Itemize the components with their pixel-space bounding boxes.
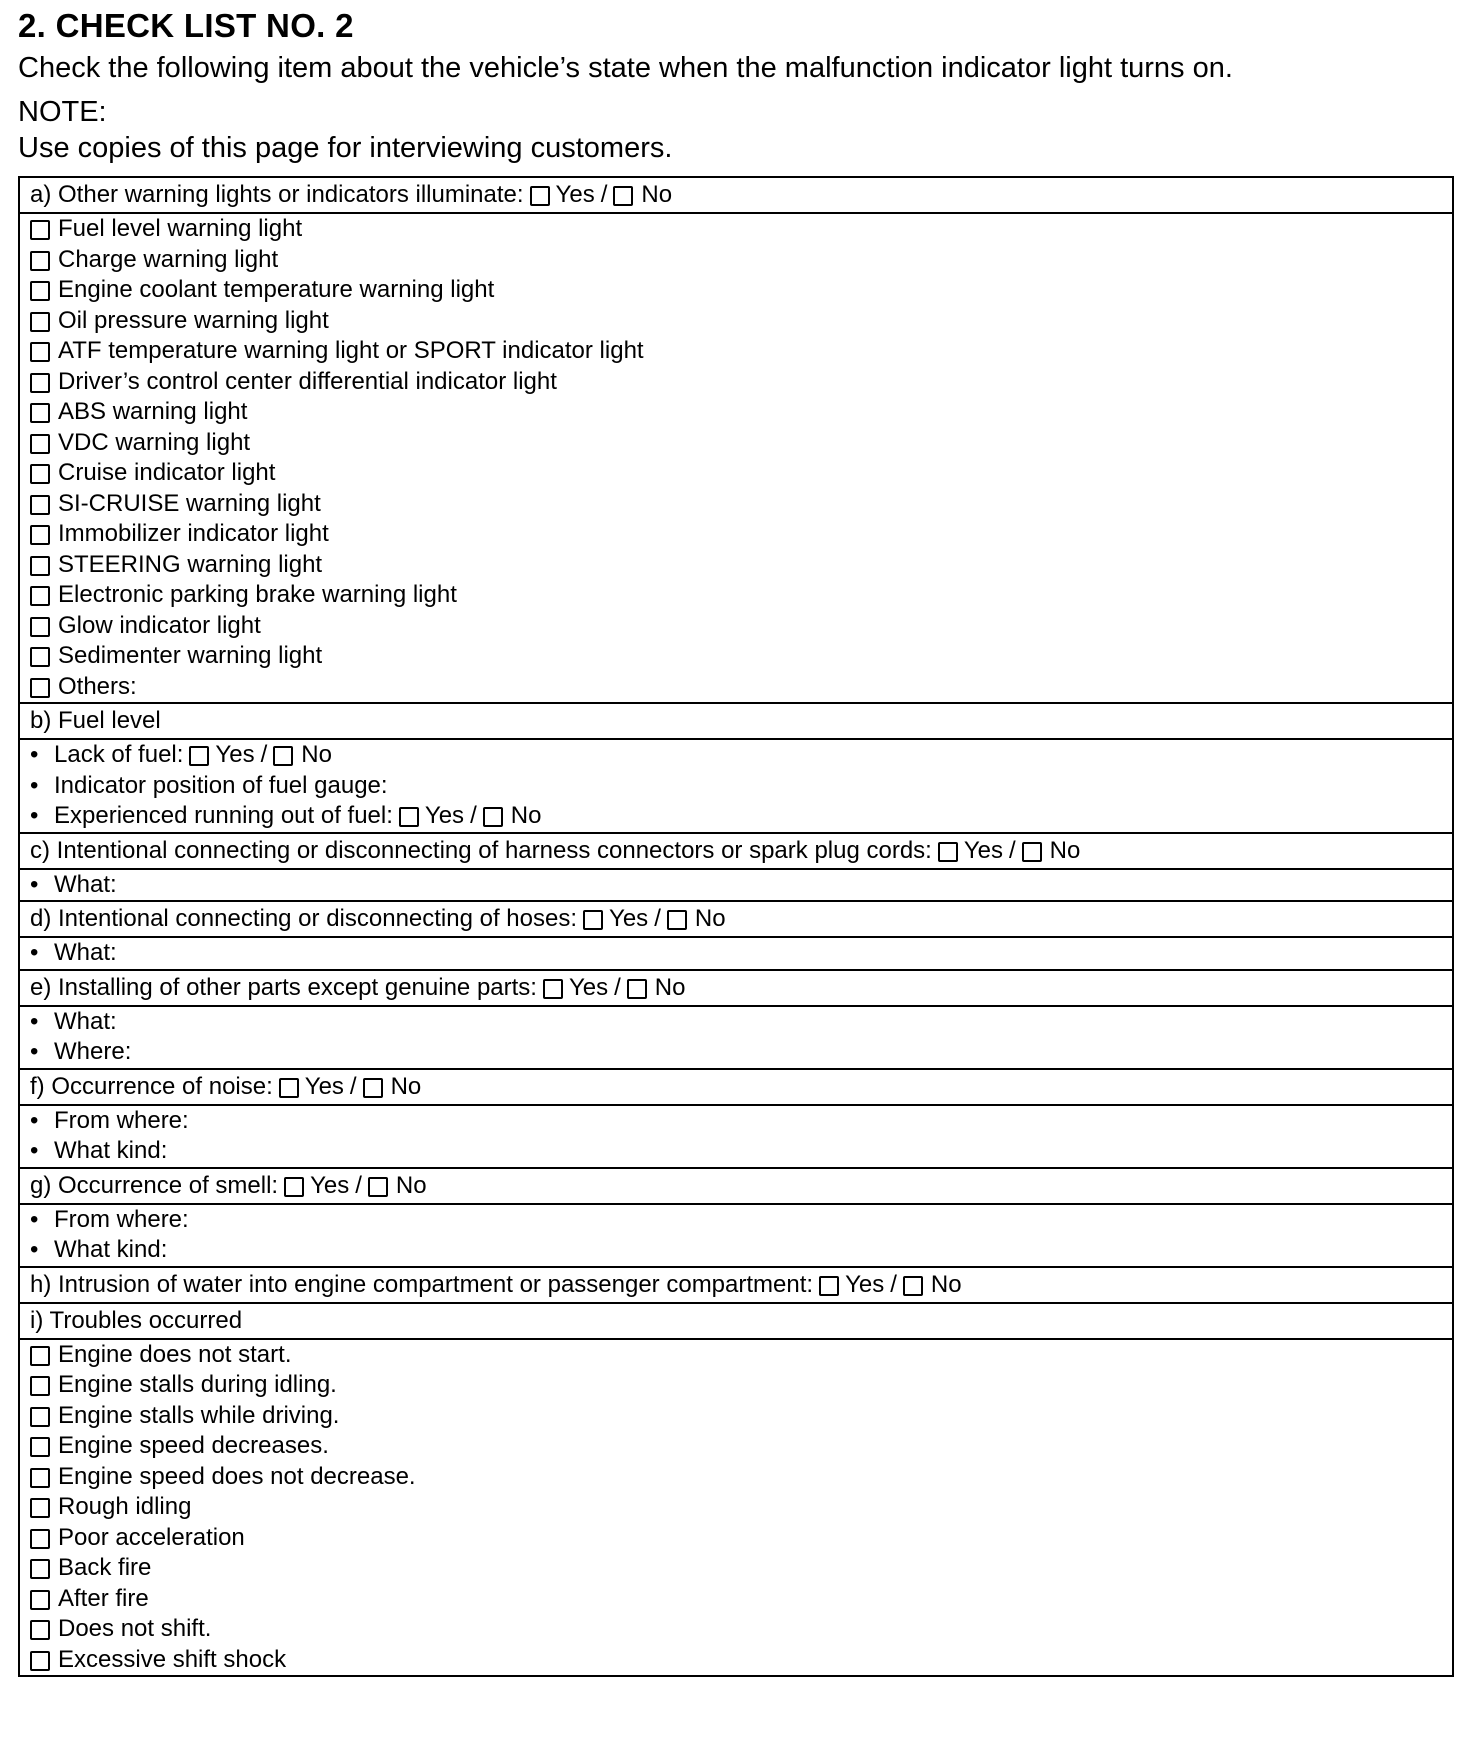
section-c-body xyxy=(19,869,1453,902)
section-i-label: i) Troubles occurred xyxy=(30,1306,243,1334)
item-label: Does not shift. xyxy=(58,1615,212,1642)
warning-light-checkbox[interactable] xyxy=(30,434,50,454)
trouble-checkbox[interactable] xyxy=(30,1468,50,1488)
section-i-body xyxy=(19,1339,1453,1677)
yes-label: Yes xyxy=(310,1171,350,1199)
yes-label: Yes xyxy=(555,181,595,208)
intro-text: Check the following item about the vehicle’s state when the malfunction indicator light turns on. xyxy=(18,52,1233,84)
section-f-header xyxy=(19,1069,1453,1105)
item-label: Immobilizer indicator light xyxy=(58,520,329,547)
item-label: Sedimenter warning light xyxy=(58,642,323,669)
list-item xyxy=(30,1401,1442,1432)
section-h-no-checkbox[interactable] xyxy=(903,1276,923,1296)
slash: / xyxy=(470,802,477,829)
list-item xyxy=(30,1007,1442,1038)
trouble-checkbox[interactable] xyxy=(30,1620,50,1640)
slash: / xyxy=(654,905,661,932)
trouble-checkbox[interactable] xyxy=(30,1559,50,1579)
section-d-yes-checkbox[interactable] xyxy=(583,910,603,930)
item-label: Excessive shift shock xyxy=(58,1645,287,1673)
section-d-no-checkbox[interactable] xyxy=(667,910,687,930)
yes-label: Yes xyxy=(215,741,255,768)
item-label: ABS warning light xyxy=(58,398,248,425)
warning-light-checkbox[interactable] xyxy=(30,342,50,362)
warning-light-checkbox[interactable] xyxy=(30,464,50,484)
warning-light-checkbox[interactable] xyxy=(30,251,50,271)
warning-light-checkbox[interactable] xyxy=(30,495,50,515)
section-g-yes-checkbox[interactable] xyxy=(284,1177,304,1197)
section-e-body xyxy=(19,1006,1453,1069)
note-text: Use copies of this page for interviewing customers. xyxy=(18,132,673,164)
section-d-header xyxy=(19,901,1453,937)
bullet: • xyxy=(30,741,39,768)
fuel-gauge-label: Indicator position of fuel gauge: xyxy=(54,771,388,799)
section-d-body xyxy=(19,937,1453,970)
item-label: Electronic parking brake warning light xyxy=(58,581,457,608)
bullet: • xyxy=(30,1236,39,1263)
bullet: • xyxy=(30,1106,39,1134)
section-a-label: a) Other warning lights or indicators illuminate: xyxy=(30,181,524,208)
warning-light-checkbox[interactable] xyxy=(30,281,50,301)
trouble-checkbox[interactable] xyxy=(30,1651,50,1671)
warning-light-checkbox[interactable] xyxy=(30,647,50,667)
section-b-body xyxy=(19,739,1453,833)
others-checkbox[interactable] xyxy=(30,678,50,698)
list-item xyxy=(30,1136,1442,1167)
list-item xyxy=(30,275,1442,306)
bullet: • xyxy=(30,1205,39,1233)
list-item xyxy=(30,1235,1442,1266)
warning-light-checkbox[interactable] xyxy=(30,220,50,240)
item-label: Driver’s control center differential indicator light xyxy=(58,367,557,395)
no-label: No xyxy=(694,905,726,932)
what-kind-label: What kind: xyxy=(54,1137,168,1164)
warning-light-checkbox[interactable] xyxy=(30,525,50,545)
warning-light-checkbox[interactable] xyxy=(30,403,50,423)
slash: / xyxy=(355,1171,362,1199)
trouble-checkbox[interactable] xyxy=(30,1498,50,1518)
list-item xyxy=(30,397,1442,428)
list-item xyxy=(30,245,1442,276)
trouble-checkbox[interactable] xyxy=(30,1346,50,1366)
no-label: No xyxy=(510,802,542,829)
list-item xyxy=(30,1205,1442,1236)
list-item xyxy=(30,1431,1442,1462)
slash: / xyxy=(260,741,268,768)
item-label: Back fire xyxy=(58,1554,152,1581)
list-item xyxy=(30,580,1442,611)
slash: / xyxy=(349,1072,357,1100)
section-g-label: g) Occurrence of smell: xyxy=(30,1171,279,1199)
slash: / xyxy=(614,973,621,1001)
item-label: Engine coolant temperature warning light xyxy=(58,276,495,303)
list-item xyxy=(30,214,1442,245)
list-item xyxy=(30,1584,1442,1615)
list-item xyxy=(30,740,1442,771)
list-item xyxy=(30,1492,1442,1523)
list-item xyxy=(30,771,1442,802)
section-h-label: h) Intrusion of water into engine compartment or passenger compartment: xyxy=(30,1270,814,1298)
from-where-label: From where: xyxy=(54,1106,189,1134)
list-item xyxy=(30,1462,1442,1493)
list-item xyxy=(30,336,1442,367)
section-i-header xyxy=(19,1303,1453,1339)
list-item xyxy=(30,550,1442,581)
no-label: No xyxy=(1049,836,1081,864)
yes-label: Yes xyxy=(609,905,649,932)
no-label: No xyxy=(930,1270,962,1298)
what-kind-label: What kind: xyxy=(54,1236,168,1263)
section-h-yes-checkbox[interactable] xyxy=(819,1276,839,1296)
lack-of-fuel-no-checkbox[interactable] xyxy=(273,746,293,766)
section-f-label: f) Occurrence of noise: xyxy=(30,1072,273,1100)
where-label: Where: xyxy=(54,1038,132,1065)
yes-label: Yes xyxy=(304,1072,344,1100)
bullet: • xyxy=(30,771,39,799)
bullet: • xyxy=(30,1137,39,1164)
section-c-no-checkbox[interactable] xyxy=(1022,842,1042,862)
item-label: After fire xyxy=(58,1584,149,1612)
item-label: STEERING warning light xyxy=(58,550,323,578)
item-label: Engine stalls during idling. xyxy=(58,1371,337,1398)
section-g-no-checkbox[interactable] xyxy=(368,1177,388,1197)
section-f-body xyxy=(19,1105,1453,1168)
list-item xyxy=(30,1553,1442,1584)
item-label: Engine speed does not decrease. xyxy=(58,1462,416,1490)
item-label: Rough idling xyxy=(58,1493,192,1520)
no-label: No xyxy=(390,1072,422,1100)
section-e-yes-checkbox[interactable] xyxy=(543,979,563,999)
section-b-header xyxy=(19,703,1453,739)
trouble-checkbox[interactable] xyxy=(30,1407,50,1427)
list-item xyxy=(30,1370,1442,1401)
section-a-header xyxy=(19,177,1453,213)
section-a-body xyxy=(19,213,1453,703)
section-c-yes-checkbox[interactable] xyxy=(938,842,958,862)
list-item xyxy=(30,489,1442,520)
trouble-checkbox[interactable] xyxy=(30,1529,50,1549)
list-item xyxy=(30,870,1442,901)
no-label: No xyxy=(301,741,332,768)
item-label: VDC warning light xyxy=(58,428,251,456)
from-where-label: From where: xyxy=(54,1205,189,1233)
section-e-no-checkbox[interactable] xyxy=(627,979,647,999)
list-item xyxy=(30,672,1442,703)
ran-out-no-checkbox[interactable] xyxy=(483,807,503,827)
trouble-checkbox[interactable] xyxy=(30,1437,50,1457)
section-b-label: b) Fuel level xyxy=(30,707,161,734)
what-label: What: xyxy=(54,939,117,966)
ran-out-label: Experienced running out of fuel: xyxy=(54,802,393,829)
list-item xyxy=(30,938,1442,969)
warning-light-checkbox[interactable] xyxy=(30,373,50,393)
list-item xyxy=(30,1523,1442,1554)
check-list-page xyxy=(18,6,1454,1677)
slash: / xyxy=(890,1270,897,1298)
page-title: 2. CHECK LIST NO. 2 xyxy=(18,7,354,44)
section-c-header xyxy=(19,833,1453,869)
trouble-checkbox[interactable] xyxy=(30,1590,50,1610)
warning-light-checkbox[interactable] xyxy=(30,556,50,576)
item-label: Engine stalls while driving. xyxy=(58,1401,340,1429)
section-g-header xyxy=(19,1168,1453,1204)
section-d-label: d) Intentional connecting or disconnecting of hoses: xyxy=(30,905,578,932)
item-label: Engine does not start. xyxy=(58,1340,292,1368)
item-label: Others: xyxy=(58,672,137,700)
bullet: • xyxy=(30,870,39,898)
list-item xyxy=(30,1037,1442,1068)
list-item xyxy=(30,367,1442,398)
list-item xyxy=(30,306,1442,337)
ran-out-yes-checkbox[interactable] xyxy=(399,807,419,827)
list-item xyxy=(30,641,1442,672)
bullet: • xyxy=(30,802,39,829)
no-label: No xyxy=(395,1171,427,1199)
section-g-body xyxy=(19,1204,1453,1267)
section-e-header xyxy=(19,970,1453,1006)
bullet: • xyxy=(30,1007,39,1035)
no-label: No xyxy=(654,973,686,1001)
what-label: What: xyxy=(54,1007,117,1035)
item-label: Poor acceleration xyxy=(58,1523,245,1551)
item-label: Engine speed decreases. xyxy=(58,1432,329,1459)
yes-label: Yes xyxy=(845,1270,885,1298)
list-item xyxy=(30,428,1442,459)
section-c-label: c) Intentional connecting or disconnecting of harness connectors or spark plug cords: xyxy=(30,836,932,864)
slash: / xyxy=(600,181,608,208)
section-e-label: e) Installing of other parts except genuine parts: xyxy=(30,973,537,1001)
list-item xyxy=(30,1340,1442,1371)
slash: / xyxy=(1009,836,1016,864)
section-a-no-checkbox[interactable] xyxy=(613,186,633,206)
list-item xyxy=(30,1106,1442,1137)
section-a-yes-checkbox[interactable] xyxy=(530,186,550,206)
what-label: What: xyxy=(54,870,117,898)
list-item xyxy=(30,458,1442,489)
item-label: Glow indicator light xyxy=(58,611,261,639)
warning-light-checkbox[interactable] xyxy=(30,586,50,606)
section-h-header xyxy=(19,1267,1453,1303)
trouble-checkbox[interactable] xyxy=(30,1376,50,1396)
item-label: ATF temperature warning light or SPORT indicator light xyxy=(58,337,644,364)
item-label: Fuel level warning light xyxy=(58,215,303,242)
list-item xyxy=(30,519,1442,550)
yes-label: Yes xyxy=(963,836,1003,864)
yes-label: Yes xyxy=(568,973,609,1001)
section-f-yes-checkbox[interactable] xyxy=(279,1078,299,1098)
yes-label: Yes xyxy=(424,802,465,829)
list-item xyxy=(30,801,1442,832)
list-item xyxy=(30,1645,1442,1676)
note-label: NOTE: xyxy=(18,96,107,128)
item-label: Cruise indicator light xyxy=(58,459,276,486)
lack-of-fuel-label: Lack of fuel: xyxy=(54,741,184,768)
checklist-table xyxy=(18,176,1454,1677)
section-f-no-checkbox[interactable] xyxy=(363,1078,383,1098)
item-label: SI-CRUISE warning light xyxy=(58,489,321,517)
lack-of-fuel-yes-checkbox[interactable] xyxy=(189,746,209,766)
no-label: No xyxy=(641,181,673,208)
warning-light-checkbox[interactable] xyxy=(30,617,50,637)
list-item xyxy=(30,1614,1442,1645)
item-label: Oil pressure warning light xyxy=(58,306,329,334)
bullet: • xyxy=(30,1038,39,1065)
bullet: • xyxy=(30,939,39,966)
list-item xyxy=(30,611,1442,642)
warning-light-checkbox[interactable] xyxy=(30,312,50,332)
item-label: Charge warning light xyxy=(58,245,279,273)
